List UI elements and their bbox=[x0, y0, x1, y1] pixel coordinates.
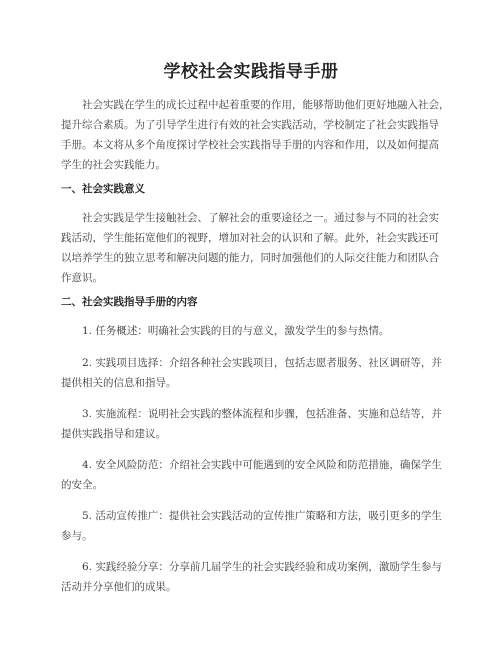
list-item-line: 提供实践指导和建议。 bbox=[61, 428, 166, 440]
list-item-line: 2. 实践项目选择：介绍各种社会实践项目，包括志愿者服务、社区调研等，并 bbox=[82, 357, 442, 369]
list-item-line: 1. 任务概述：明确社会实践的目的与意义，激发学生的参与热情。 bbox=[82, 325, 390, 337]
list-item-line: 活动并分享他们的成果。 bbox=[61, 581, 177, 593]
section1-line: 践活动，学生能拓宽他们的视野，增加对社会的认识和了解。此外，社会实践还可 bbox=[61, 232, 439, 244]
list-item-line: 6. 实践经验分享：分享前几届学生的社会实践经验和成功案例，激励学生参与 bbox=[82, 561, 442, 573]
list-item-line: 4. 安全风险防范：介绍社会实践中可能遇到的安全风险和防范措施，确保学生 bbox=[82, 459, 442, 471]
list-item-line: 提供相关的信息和指导。 bbox=[61, 377, 177, 389]
section1-line: 作意识。 bbox=[61, 272, 103, 284]
intro-line: 社会实践在学生的成长过程中起着重要的作用，能够帮助他们更好地融入社会， bbox=[82, 99, 450, 111]
list-item bbox=[61, 455, 441, 495]
page-title: 学校社会实践指导手册 bbox=[163, 62, 339, 82]
section-heading-2: 二、社会实践指导手册的内容 bbox=[61, 296, 198, 308]
list-item-line: 的安全。 bbox=[61, 479, 103, 491]
list-item bbox=[61, 321, 441, 341]
section1-line: 社会实践是学生接触社会、了解社会的重要途径之一。通过参与不同的社会实 bbox=[82, 212, 439, 224]
intro-line: 手册。本文将从多个角度探讨学校社会实践指导手册的内容和作用，以及如何提高 bbox=[61, 139, 439, 151]
list-item bbox=[61, 353, 441, 393]
section1-line: 以培养学生的独立思考和解决问题的能力，同时加强他们的人际交往能力和团队合 bbox=[61, 252, 439, 264]
intro-line: 提升综合素质。为了引导学生进行有效的社会实践活动，学校制定了社会实践指导 bbox=[61, 119, 439, 131]
list-item-line: 5. 活动宣传推广：提供社会实践活动的宣传推广策略和方法，吸引更多的学生 bbox=[82, 510, 442, 522]
list-item bbox=[61, 557, 441, 597]
section-heading-1: 一、社会实践意义 bbox=[61, 183, 145, 195]
list-item bbox=[61, 404, 441, 444]
intro-line: 学生的社会实践能力。 bbox=[61, 159, 166, 171]
list-item bbox=[61, 506, 441, 546]
list-item-line: 3. 实施流程：说明社会实践的整体流程和步骤，包括准备、实施和总结等，并 bbox=[82, 408, 442, 420]
list-item-line: 参与。 bbox=[61, 530, 93, 542]
intro-paragraph bbox=[61, 95, 450, 175]
section1-paragraph bbox=[61, 208, 441, 288]
